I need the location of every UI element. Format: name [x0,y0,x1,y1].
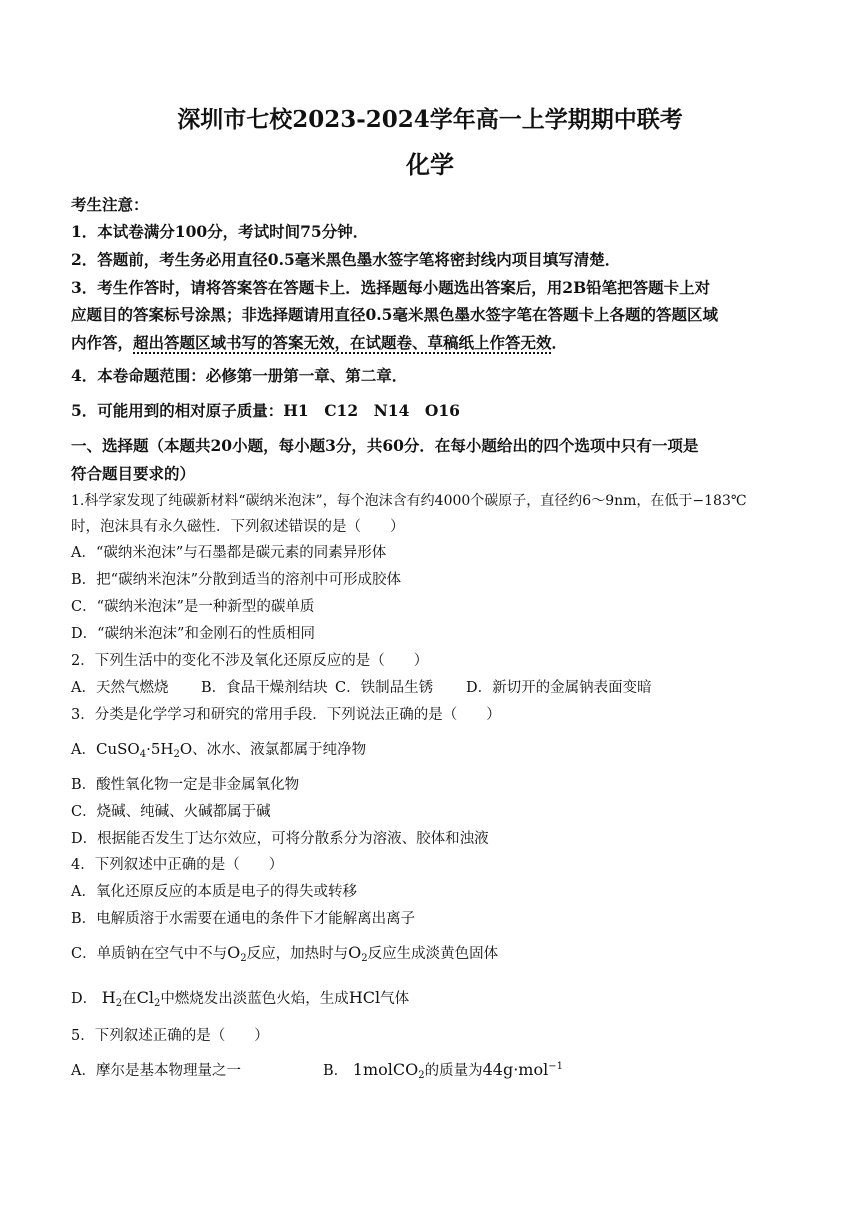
formula-o2 [348,943,368,962]
notice-item-3-cont: 应题目的答案标号涂黑；非选择题请用直径0.5毫米黑色墨水签字笔在答题卡上各题的答题区域 [71,305,718,324]
option-label: B． [323,1063,349,1079]
exam-title: 深圳市七校2023-2024学年高一上学期期中联考 [177,106,683,133]
question-2-option-c: C．铁制品生锈 [335,680,434,696]
question-3-option-d: D．根据能否发生丁达尔效应，可将分散系分为溶液、胶体和浊液 [71,831,489,847]
formula-cl2 [137,988,161,1007]
question-3-option-c: C．烧碱、纯碱、火碱都属于碱 [71,804,271,820]
question-5-options [71,1059,563,1081]
option-text: 中燃烧发出淡蓝色火焰，生成 [160,991,349,1007]
unit [483,1060,563,1079]
option-text: C．单质钠在空气中不与 [71,946,228,962]
formula-part: ·5H [146,740,174,758]
subscript: 4 [139,749,147,760]
notice-text-end: ． [551,333,568,352]
superscript: −1 [548,1061,563,1072]
notice-item-1: 1．本试卷满分100分，考试时间75分钟． [71,222,369,241]
question-2-options [71,676,652,697]
question-4-option-d [71,987,409,1009]
formula-part: H [101,988,116,1007]
question-5-stem: 5．下列叙述正确的是（ ） [71,1028,269,1044]
question-2-option-d: D．新切开的金属钠表面变暗 [466,680,652,696]
formula-part: Cl [136,988,154,1007]
notice-item-4: 4．本卷命题范围：必修第一册第一章、第二章． [71,366,408,385]
question-1-option-b: B．把“碳纳米泡沫”分散到适当的溶剂中可形成胶体 [71,572,401,588]
formula-part: O [227,943,241,962]
question-3-stem: 3．分类是化学学习和研究的常用手段．下列说法正确的是（ ） [71,707,501,723]
notice-text: 内作答， [71,333,134,352]
question-3-option-b: B．酸性氧化物一定是非金属氧化物 [71,777,300,793]
option-label: D． [71,991,98,1007]
question-5-option-b [323,1059,563,1081]
option-text: 、冰水、液氯都属于纯净物 [192,742,367,758]
question-1-stem-cont: 时，泡沫具有永久磁性．下列叙述错误的是（ ） [71,519,405,535]
formula-co2 [353,1060,425,1081]
formula-part: O [179,740,193,758]
emphasis-text: 超出答题区域书写的答案无效，在试题卷、草稿纸上作答无效 [133,333,552,352]
subscript: 2 [173,749,180,760]
question-1-option-d: D．“碳纳米泡沫”和金刚石的性质相同 [71,626,315,642]
subscript: 2 [361,953,368,964]
question-4-option-c [71,942,498,964]
question-4-option-b: B．电解质溶于水需要在通电的条件下才能解离出离子 [71,911,416,927]
question-1-option-c: C．“碳纳米泡沫”是一种新型的碳单质 [71,599,315,615]
question-2-stem: 2．下列生活中的变化不涉及氧化还原反应的是（ ） [71,653,429,669]
question-4-stem: 4．下列叙述中正确的是（ ） [71,857,284,873]
question-5-option-a: A．摩尔是基本物理量之一 [71,1063,241,1079]
question-1-stem: 1.科学家发现了纯碳新材料“碳纳米泡沫”，每个泡沫含有约4000个碳原子，直径约6～9nm，在低于−183℃ [71,493,747,509]
formula-part: O [348,943,362,962]
notice-item-5: 5．可能用到的相对原子质量：H1 C12 N14 O16 [71,401,460,420]
question-2-option-b: B．食品干燥剂结块 [201,680,328,696]
formula-hcl: HCl [348,988,381,1007]
option-text: 反应生成淡黄色固体 [367,946,499,962]
question-2-option-a: A．天然气燃烧 [71,680,169,696]
formula-o2 [227,943,247,962]
option-label: A． [71,742,96,758]
option-text: 反应，加热时与 [246,946,349,962]
notice-item-3: 3．考生作答时，请将答案答在答题卡上．选择题每小题选出答案后，用2B铅笔把答题卡上对 [71,278,711,297]
notice-heading: 考生注意： [71,195,149,214]
subscript: 2 [115,998,123,1009]
subject-title: 化学 [406,150,454,179]
subscript: 2 [153,998,161,1009]
formula-h2 [102,988,122,1007]
subscript: 2 [240,953,247,964]
option-text: 在 [122,991,137,1007]
section-heading-cont: 符合题目要求的） [71,464,196,483]
section-heading: 一、选择题（本题共20小题，每小题3分，共60分．在每小题给出的四个选项中只有一项是 [71,436,699,455]
option-text: 气体 [380,991,410,1007]
formula [96,740,192,758]
question-1-option-a: A．“碳纳米泡沫”与石墨都是碳元素的同素异形体 [71,545,387,561]
subscript: 2 [418,1070,425,1081]
notice-item-3-cont2 [71,331,567,353]
question-4-option-a: A．氧化还原反应的本质是电子的得失或转移 [71,884,357,900]
formula-part: CuSO [95,740,140,758]
option-text: 的质量为 [424,1063,483,1079]
question-3-option-a [71,738,366,760]
notice-item-2: 2．答题前，考生务必用直径0.5毫米黑色墨水签字笔将密封线内项目填写清楚． [71,250,621,269]
unit-part: 44g·mol [482,1060,549,1079]
formula-part: 1molCO [352,1060,419,1079]
